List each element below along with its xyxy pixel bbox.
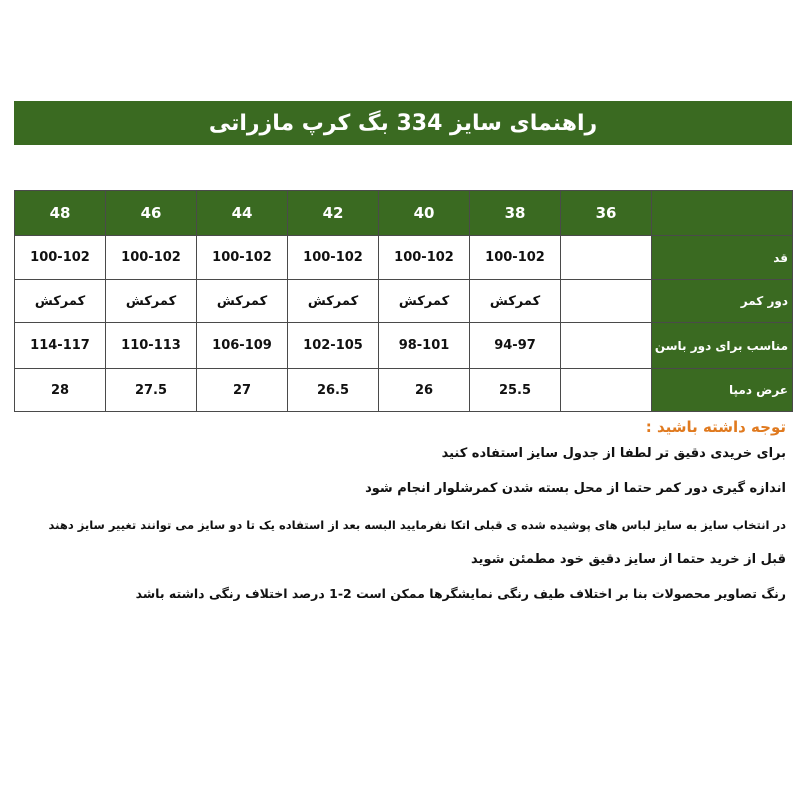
table-cell: 28 xyxy=(15,369,106,412)
row-label: مناسب برای دور باسن xyxy=(652,323,793,369)
size-table xyxy=(14,190,793,412)
header-cell: 36 xyxy=(561,191,652,236)
table-cell xyxy=(561,369,652,412)
note-line: برای خریدی دقیق تر لطفا از جدول سایز استفاده کنید xyxy=(441,446,786,461)
table-cell: 27.5 xyxy=(106,369,197,412)
table-cell: 102-105 xyxy=(288,323,379,369)
row-label: قد xyxy=(652,236,793,280)
table-header-row xyxy=(15,191,793,236)
table-cell: 100-102 xyxy=(288,236,379,280)
note-line: قبل از خرید حتما از سایز دقیق خود مطمئن شوید xyxy=(471,552,786,567)
table-cell: کمرکش xyxy=(15,280,106,323)
table-cell: 26.5 xyxy=(288,369,379,412)
table-cell: 98-101 xyxy=(379,323,470,369)
row-label: عرض دمپا xyxy=(652,369,793,412)
table-cell xyxy=(561,323,652,369)
row-label: دور کمر xyxy=(652,280,793,323)
notes-title: توجه داشته باشید : xyxy=(645,418,786,436)
table-cell: 110-113 xyxy=(106,323,197,369)
note-line: رنگ تصاویر محصولات بنا بر اختلاف طیف رنگی نمایشگرها ممکن است 2-1 درصد اختلاف رنگی داشته باشد xyxy=(135,586,786,601)
header-cell: 46 xyxy=(106,191,197,236)
table-cell: کمرکش xyxy=(288,280,379,323)
table-cell: 94-97 xyxy=(470,323,561,369)
table-row xyxy=(15,280,793,323)
header-cell: 48 xyxy=(15,191,106,236)
note-line: در انتخاب سایز به سایز لباس های پوشیده شده ی قبلی اتکا نفرمایید البسه بعد از استفاده یک تا دو سایز می توانند تغییر سایز دهند xyxy=(48,518,786,532)
table-cell xyxy=(561,236,652,280)
table-row xyxy=(15,323,793,369)
notes-section xyxy=(26,418,786,604)
table-cell: کمرکش xyxy=(470,280,561,323)
header-cell: 42 xyxy=(288,191,379,236)
table-cell: 25.5 xyxy=(470,369,561,412)
table-row xyxy=(15,369,793,412)
table-cell xyxy=(561,280,652,323)
page-title: راهنمای سایز 334 بگ کرپ مازراتی xyxy=(208,110,598,136)
header-cell xyxy=(652,191,793,236)
header-cell: 38 xyxy=(470,191,561,236)
header-cell: 40 xyxy=(379,191,470,236)
table-cell: 100-102 xyxy=(197,236,288,280)
table-cell: 27 xyxy=(197,369,288,412)
title-banner xyxy=(14,101,792,145)
table-cell: 100-102 xyxy=(379,236,470,280)
table-row xyxy=(15,236,793,280)
table-cell: 100-102 xyxy=(15,236,106,280)
table-cell: کمرکش xyxy=(379,280,470,323)
table-cell: کمرکش xyxy=(106,280,197,323)
table-cell: 114-117 xyxy=(15,323,106,369)
table-cell: 106-109 xyxy=(197,323,288,369)
table-cell: کمرکش xyxy=(197,280,288,323)
header-cell: 44 xyxy=(197,191,288,236)
table-cell: 100-102 xyxy=(470,236,561,280)
table-cell: 100-102 xyxy=(106,236,197,280)
table-cell: 26 xyxy=(379,369,470,412)
note-line: اندازه گیری دور کمر حتما از محل بسته شدن کمرشلوار انجام شود xyxy=(365,481,786,496)
